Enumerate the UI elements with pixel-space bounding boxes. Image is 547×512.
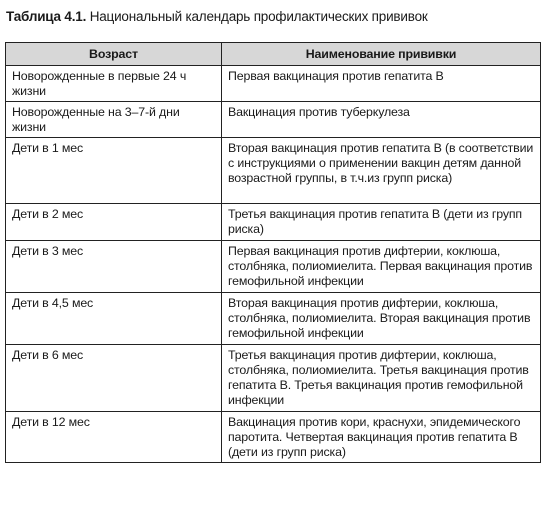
vaccine-cell: Вакцинация против туберкулеза (222, 102, 541, 138)
vaccination-calendar-table (5, 42, 541, 463)
vaccine-cell: Третья вакцинация против дифтерии, коклюша, столбняка, полиомиелита. Третья вакцинация против гепатита В. Третья вакцинация против гемофильной инфекции (222, 345, 541, 412)
age-cell: Новорожденные в первые 24 ч жизни (6, 66, 222, 102)
table-row (6, 293, 541, 345)
table-row (6, 138, 541, 204)
age-cell: Новорожденные на 3–7-й дни жизни (6, 102, 222, 138)
table-row (6, 204, 541, 241)
table-row (6, 412, 541, 463)
vaccine-cell: Вакцинация против кори, краснухи, эпидемического паротита. Четвертая вакцинация против гепатита В (дети из групп риска) (222, 412, 541, 463)
table-row (6, 66, 541, 102)
vaccine-cell: Вторая вакцинация против гепатита В (в соответствии с инструкциями о применении вакцин детям данной возрастной группы, в т.ч.из групп риска) (222, 138, 541, 204)
table-number: Таблица 4.1. (6, 9, 87, 24)
header-age: Возраст (6, 43, 222, 66)
age-cell: Дети в 4,5 мес (6, 293, 222, 345)
age-cell: Дети в 2 мес (6, 204, 222, 241)
header-vaccine: Наименование прививки (222, 43, 541, 66)
table-row (6, 345, 541, 412)
vaccine-cell: Первая вакцинация против гепатита В (222, 66, 541, 102)
age-cell: Дети в 12 мес (6, 412, 222, 463)
vaccine-cell: Первая вакцинация против дифтерии, коклюша, столбняка, полиомиелита. Первая вакцинация против гемофильной инфекции (222, 241, 541, 293)
vaccine-cell: Третья вакцинация против гепатита В (дети из групп риска) (222, 204, 541, 241)
age-cell: Дети в 1 мес (6, 138, 222, 204)
table-row (6, 241, 541, 293)
vaccine-cell: Вторая вакцинация против дифтерии, коклюша, столбняка, полиомиелита. Вторая вакцинация против гемофильной инфекции (222, 293, 541, 345)
age-cell: Дети в 6 мес (6, 345, 222, 412)
table-title: Национальный календарь профилактических прививок (89, 9, 428, 24)
table-row (6, 102, 541, 138)
age-cell: Дети в 3 мес (6, 241, 222, 293)
table-header-row (6, 43, 541, 66)
table-caption (6, 9, 428, 24)
